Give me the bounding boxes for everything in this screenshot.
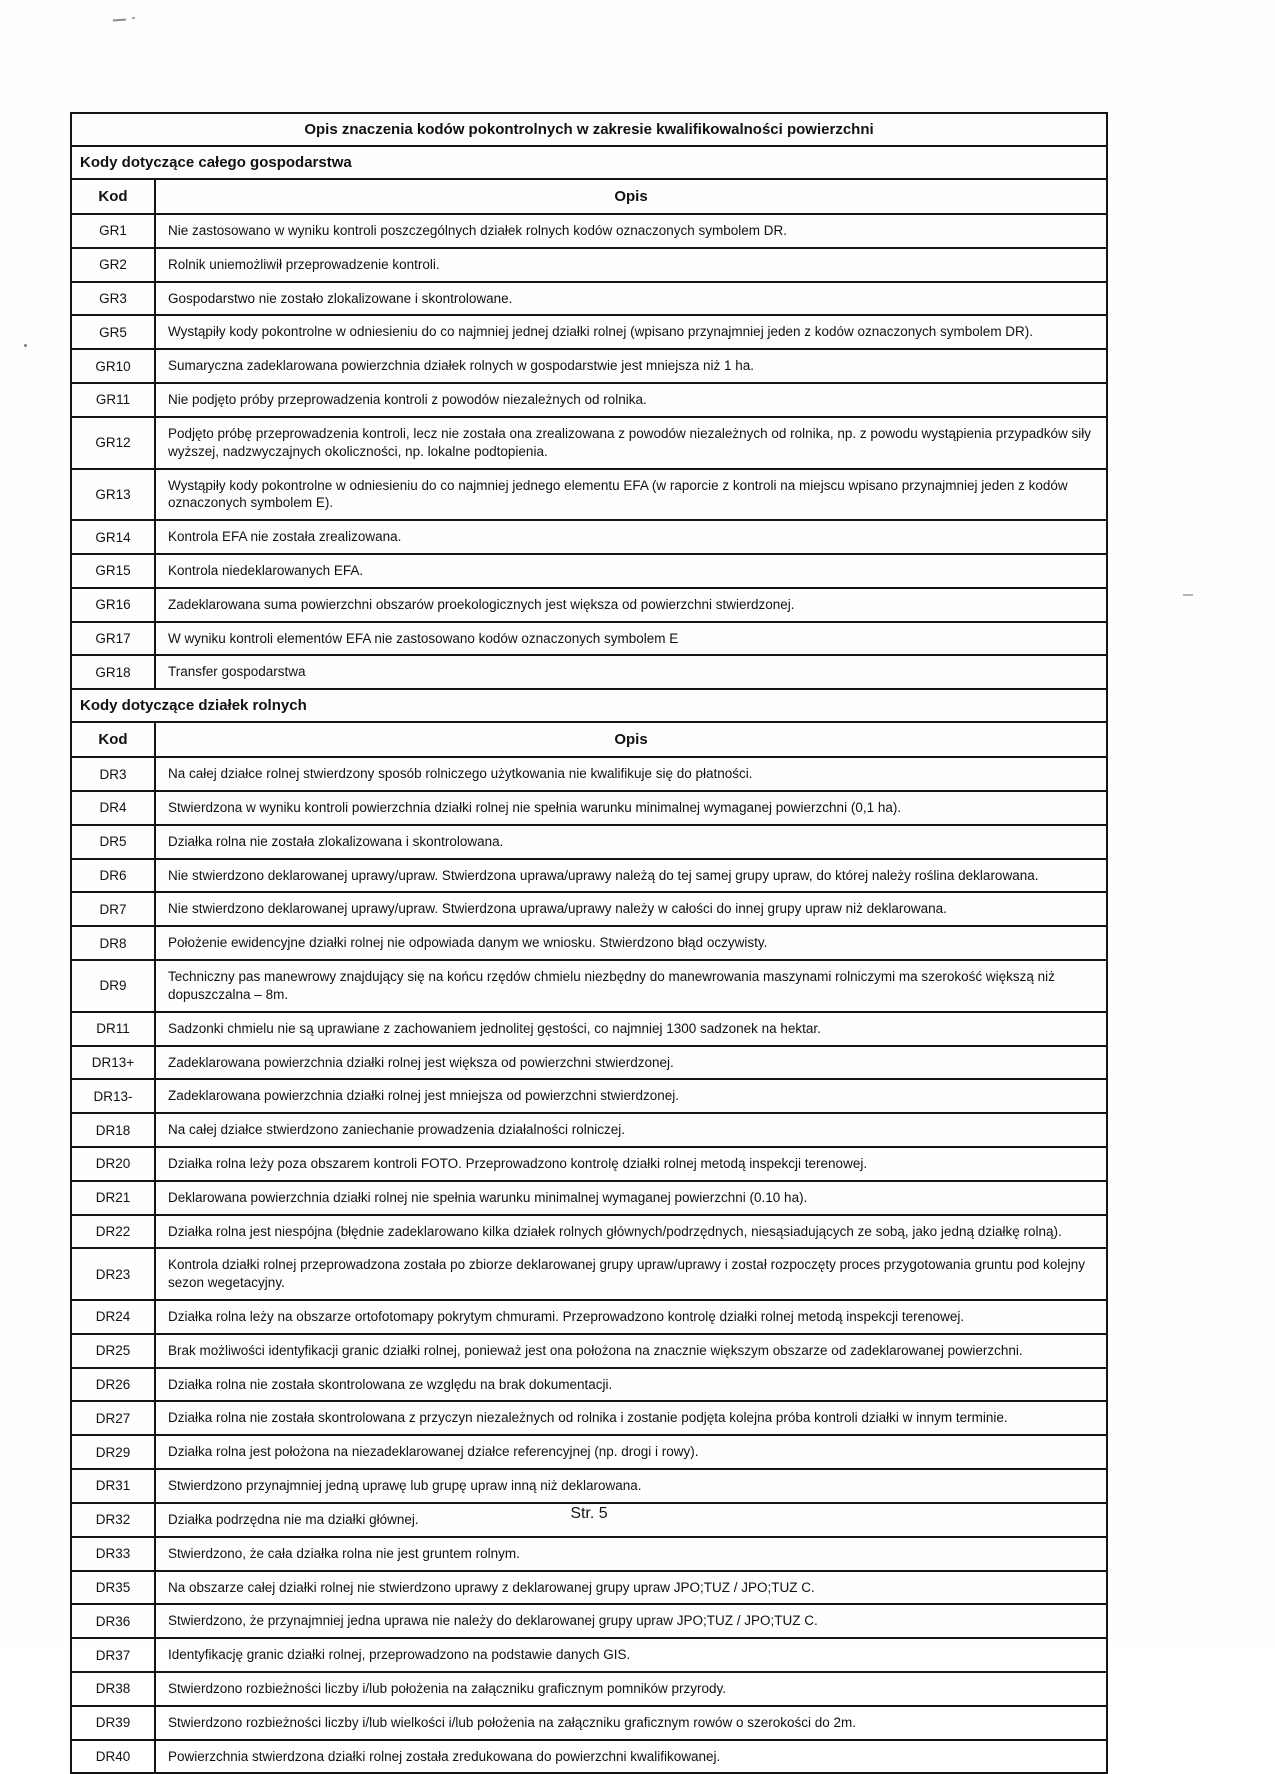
table-row bbox=[71, 757, 1107, 791]
code-cell: DR38 bbox=[71, 1672, 155, 1706]
desc-cell: Działka rolna nie została zlokalizowana i skontrolowana. bbox=[155, 825, 1107, 859]
desc-cell: Na całej działce rolnej stwierdzony sposób rolniczego użytkowania nie kwalifikuje się do płatności. bbox=[155, 757, 1107, 791]
code-cell: GR15 bbox=[71, 554, 155, 588]
table-row bbox=[71, 1401, 1107, 1435]
desc-cell: Stwierdzono, że przynajmniej jedna uprawa nie należy do deklarowanej grupy upraw JPO;TUZ / JPO;TUZ C. bbox=[155, 1604, 1107, 1638]
table-row bbox=[71, 520, 1107, 554]
table-row bbox=[71, 1248, 1107, 1300]
desc-cell: Nie stwierdzono deklarowanej uprawy/upraw. Stwierdzona uprawa/uprawy należy w całości do innej grupy upraw niż deklarowana. bbox=[155, 892, 1107, 926]
code-cell: DR18 bbox=[71, 1113, 155, 1147]
table-row bbox=[71, 1079, 1107, 1113]
code-cell: DR25 bbox=[71, 1334, 155, 1368]
table-row bbox=[71, 1147, 1107, 1181]
table-row bbox=[71, 1740, 1107, 1774]
desc-cell: Stwierdzono, że cała działka rolna nie jest gruntem rolnym. bbox=[155, 1537, 1107, 1571]
table-row bbox=[71, 315, 1107, 349]
table-row bbox=[71, 1334, 1107, 1368]
code-cell: DR5 bbox=[71, 825, 155, 859]
page-number: Str. 5 bbox=[570, 1505, 608, 1522]
table-title: Opis znaczenia kodów pokontrolnych w zakresie kwalifikowalności powierzchni bbox=[71, 113, 1107, 146]
desc-cell: Stwierdzona w wyniku kontroli powierzchnia działki rolnej nie spełnia warunku minimalnej wymaganej powierzchni (0,1 ha). bbox=[155, 791, 1107, 825]
desc-cell: Stwierdzono rozbieżności liczby i/lub wielkości i/lub położenia na załączniku graficznym rowów o szerokości do 2m. bbox=[155, 1706, 1107, 1740]
table-row bbox=[71, 655, 1107, 689]
table-row bbox=[71, 892, 1107, 926]
code-cell: GR10 bbox=[71, 349, 155, 383]
table-row bbox=[71, 417, 1107, 469]
code-cell: DR23 bbox=[71, 1248, 155, 1300]
code-cell: GR17 bbox=[71, 622, 155, 656]
code-cell: GR3 bbox=[71, 282, 155, 316]
code-cell: DR20 bbox=[71, 1147, 155, 1181]
code-cell: GR1 bbox=[71, 214, 155, 248]
column-header-row bbox=[71, 179, 1107, 214]
table-row bbox=[71, 1181, 1107, 1215]
column-header-row bbox=[71, 722, 1107, 757]
code-cell: DR37 bbox=[71, 1638, 155, 1672]
desc-cell: Nie zastosowano w wyniku kontroli poszczególnych działek rolnych kodów oznaczonych symbolem DR. bbox=[155, 214, 1107, 248]
code-cell: DR13- bbox=[71, 1079, 155, 1113]
table-row bbox=[71, 282, 1107, 316]
code-cell: DR39 bbox=[71, 1706, 155, 1740]
code-cell: GR12 bbox=[71, 417, 155, 469]
codes-table bbox=[70, 112, 1108, 1774]
section-heading-row bbox=[71, 146, 1107, 179]
scan-artifact bbox=[24, 344, 27, 347]
scan-artifact bbox=[1183, 594, 1193, 596]
desc-cell: Na całej działce stwierdzono zaniechanie prowadzenia działalności rolniczej. bbox=[155, 1113, 1107, 1147]
table-row bbox=[71, 1537, 1107, 1571]
code-cell: DR26 bbox=[71, 1368, 155, 1402]
desc-cell: Wystąpiły kody pokontrolne w odniesieniu do co najmniej jednego elementu EFA (w raporcie z kontroli na miejscu wpisano przynajmniej jeden z kodów oznaczonych symbolem E). bbox=[155, 469, 1107, 521]
desc-cell: Nie podjęto próby przeprowadzenia kontroli z powodów niezależnych od rolnika. bbox=[155, 383, 1107, 417]
desc-cell: Rolnik uniemożliwił przeprowadzenie kontroli. bbox=[155, 248, 1107, 282]
desc-cell: Powierzchnia stwierdzona działki rolnej została zredukowana do powierzchni kwalifikowanej. bbox=[155, 1740, 1107, 1774]
table-row bbox=[71, 1368, 1107, 1402]
desc-cell: Stwierdzono przynajmniej jedną uprawę lub grupę upraw inną niż deklarowana. bbox=[155, 1469, 1107, 1503]
column-header-desc: Opis bbox=[155, 722, 1107, 757]
code-cell: DR35 bbox=[71, 1571, 155, 1605]
table-row bbox=[71, 859, 1107, 893]
table-row bbox=[71, 1706, 1107, 1740]
code-cell: DR7 bbox=[71, 892, 155, 926]
table-row bbox=[71, 214, 1107, 248]
section-heading: Kody dotyczące działek rolnych bbox=[71, 689, 1107, 722]
code-cell: GR14 bbox=[71, 520, 155, 554]
desc-cell: Położenie ewidencyjne działki rolnej nie odpowiada danym we wniosku. Stwierdzono błąd oczywisty. bbox=[155, 926, 1107, 960]
desc-cell: Działka rolna jest położona na niezadeklarowanej działce referencyjnej (np. drogi i rowy). bbox=[155, 1435, 1107, 1469]
code-cell: DR8 bbox=[71, 926, 155, 960]
desc-cell: Działka rolna leży poza obszarem kontroli FOTO. Przeprowadzono kontrolę działki rolnej metodą inspekcji terenowej. bbox=[155, 1147, 1107, 1181]
desc-cell: W wyniku kontroli elementów EFA nie zastosowano kodów oznaczonych symbolem E bbox=[155, 622, 1107, 656]
table-row bbox=[71, 1435, 1107, 1469]
code-cell: GR2 bbox=[71, 248, 155, 282]
desc-cell: Gospodarstwo nie zostało zlokalizowane i skontrolowane. bbox=[155, 282, 1107, 316]
desc-cell: Kontrola EFA nie została zrealizowana. bbox=[155, 520, 1107, 554]
scan-artifact bbox=[113, 19, 126, 22]
code-cell: DR13+ bbox=[71, 1046, 155, 1080]
desc-cell: Zadeklarowana powierzchnia działki rolnej jest mniejsza od powierzchni stwierdzonej. bbox=[155, 1079, 1107, 1113]
desc-cell: Działka rolna nie została skontrolowana ze względu na brak dokumentacji. bbox=[155, 1368, 1107, 1402]
desc-cell: Zadeklarowana powierzchnia działki rolnej jest większa od powierzchni stwierdzonej. bbox=[155, 1046, 1107, 1080]
table-row bbox=[71, 554, 1107, 588]
desc-cell: Techniczny pas manewrowy znajdujący się na końcu rzędów chmielu niezbędny do manewrowania maszynami rolniczymi ma szerokość większą niż dopuszczalna – 8m. bbox=[155, 960, 1107, 1012]
table-row bbox=[71, 622, 1107, 656]
desc-cell: Działka rolna leży na obszarze ortofotomapy pokrytym chmurami. Przeprowadzono kontrolę działki rolnej metodą inspekcji terenowej. bbox=[155, 1300, 1107, 1334]
desc-cell: Działka rolna jest niespójna (błędnie zadeklarowano kilka działek rolnych głównych/podrzędnych, niesąsiadujących ze sobą, jako jedną działkę rolną). bbox=[155, 1215, 1107, 1249]
column-header-code: Kod bbox=[71, 722, 155, 757]
table-row bbox=[71, 791, 1107, 825]
table-row bbox=[71, 469, 1107, 521]
table-row bbox=[71, 1300, 1107, 1334]
table-row bbox=[71, 588, 1107, 622]
desc-cell: Sumaryczna zadeklarowana powierzchnia działek rolnych w gospodarstwie jest mniejsza niż 1 ha. bbox=[155, 349, 1107, 383]
table-title-row bbox=[71, 113, 1107, 146]
table-row bbox=[71, 1113, 1107, 1147]
table-row bbox=[71, 960, 1107, 1012]
desc-cell: Kontrola niedeklarowanych EFA. bbox=[155, 554, 1107, 588]
desc-cell: Działka rolna nie została skontrolowana z przyczyn niezależnych od rolnika i zostanie podjęta kolejna próba kontroli działki w innym terminie. bbox=[155, 1401, 1107, 1435]
table-row bbox=[71, 1469, 1107, 1503]
code-cell: DR9 bbox=[71, 960, 155, 1012]
column-header-desc: Opis bbox=[155, 179, 1107, 214]
table-row bbox=[71, 349, 1107, 383]
section-heading-row bbox=[71, 689, 1107, 722]
desc-cell: Identyfikację granic działki rolnej, przeprowadzono na podstawie danych GIS. bbox=[155, 1638, 1107, 1672]
code-cell: DR31 bbox=[71, 1469, 155, 1503]
table-row bbox=[71, 1012, 1107, 1046]
code-cell: GR13 bbox=[71, 469, 155, 521]
desc-cell: Sadzonki chmielu nie są uprawiane z zachowaniem jednolitej gęstości, co najmniej 1300 sadzonek na hektar. bbox=[155, 1012, 1107, 1046]
code-cell: GR18 bbox=[71, 655, 155, 689]
code-cell: DR21 bbox=[71, 1181, 155, 1215]
code-cell: DR32 bbox=[71, 1503, 155, 1537]
table-row bbox=[71, 1046, 1107, 1080]
desc-cell: Brak możliwości identyfikacji granic działki rolnej, ponieważ jest ona położona na znacznie większym obszarze od zadeklarowanej powierzchni. bbox=[155, 1334, 1107, 1368]
table-row bbox=[71, 825, 1107, 859]
code-cell: DR3 bbox=[71, 757, 155, 791]
column-header-code: Kod bbox=[71, 179, 155, 214]
code-cell: GR5 bbox=[71, 315, 155, 349]
table-row bbox=[71, 1672, 1107, 1706]
code-cell: GR16 bbox=[71, 588, 155, 622]
desc-cell: Deklarowana powierzchnia działki rolnej nie spełnia warunku minimalnej wymaganej powierzchni (0.10 ha). bbox=[155, 1181, 1107, 1215]
table-row bbox=[71, 1571, 1107, 1605]
code-cell: DR29 bbox=[71, 1435, 155, 1469]
table-row bbox=[71, 1215, 1107, 1249]
desc-cell: Stwierdzono rozbieżności liczby i/lub położenia na załączniku graficznym pomników przyrody. bbox=[155, 1672, 1107, 1706]
desc-cell: Transfer gospodarstwa bbox=[155, 655, 1107, 689]
desc-cell: Kontrola działki rolnej przeprowadzona została po zbiorze deklarowanej grupy upraw/uprawy i został rozpoczęty proces przygotowania gruntu pod kolejny sezon wegetacyjny. bbox=[155, 1248, 1107, 1300]
code-cell: DR40 bbox=[71, 1740, 155, 1774]
desc-cell: Wystąpiły kody pokontrolne w odniesieniu do co najmniej jednej działki rolnej (wpisano przynajmniej jeden z kodów oznaczonych symbolem DR). bbox=[155, 315, 1107, 349]
code-cell: DR4 bbox=[71, 791, 155, 825]
table-row bbox=[71, 383, 1107, 417]
code-cell: DR36 bbox=[71, 1604, 155, 1638]
table-row bbox=[71, 926, 1107, 960]
desc-cell: Zadeklarowana suma powierzchni obszarów proekologicznych jest większa od powierzchni stwierdzonej. bbox=[155, 588, 1107, 622]
code-cell: DR33 bbox=[71, 1537, 155, 1571]
code-cell: GR11 bbox=[71, 383, 155, 417]
code-cell: DR27 bbox=[71, 1401, 155, 1435]
desc-cell: Działka podrzędna nie ma działki głównej. bbox=[155, 1503, 1107, 1537]
section-heading: Kody dotyczące całego gospodarstwa bbox=[71, 146, 1107, 179]
desc-cell: Podjęto próbę przeprowadzenia kontroli, lecz nie została ona zrealizowana z powodów niezależnych od rolnika, np. z powodu wystąpienia przypadków siły wyższej, nadzwyczajnych okoliczności, np. lokalne podtopienia. bbox=[155, 417, 1107, 469]
table-row bbox=[71, 1604, 1107, 1638]
code-cell: DR22 bbox=[71, 1215, 155, 1249]
desc-cell: Na obszarze całej działki rolnej nie stwierdzono uprawy z deklarowanej grupy upraw JPO;TUZ / JPO;TUZ C. bbox=[155, 1571, 1107, 1605]
code-cell: DR11 bbox=[71, 1012, 155, 1046]
code-cell: DR24 bbox=[71, 1300, 155, 1334]
code-cell: DR6 bbox=[71, 859, 155, 893]
table-row bbox=[71, 248, 1107, 282]
desc-cell: Nie stwierdzono deklarowanej uprawy/upraw. Stwierdzona uprawa/uprawy należą do tej samej grupy upraw, do której należy roślina deklarowana. bbox=[155, 859, 1107, 893]
table-row bbox=[71, 1638, 1107, 1672]
